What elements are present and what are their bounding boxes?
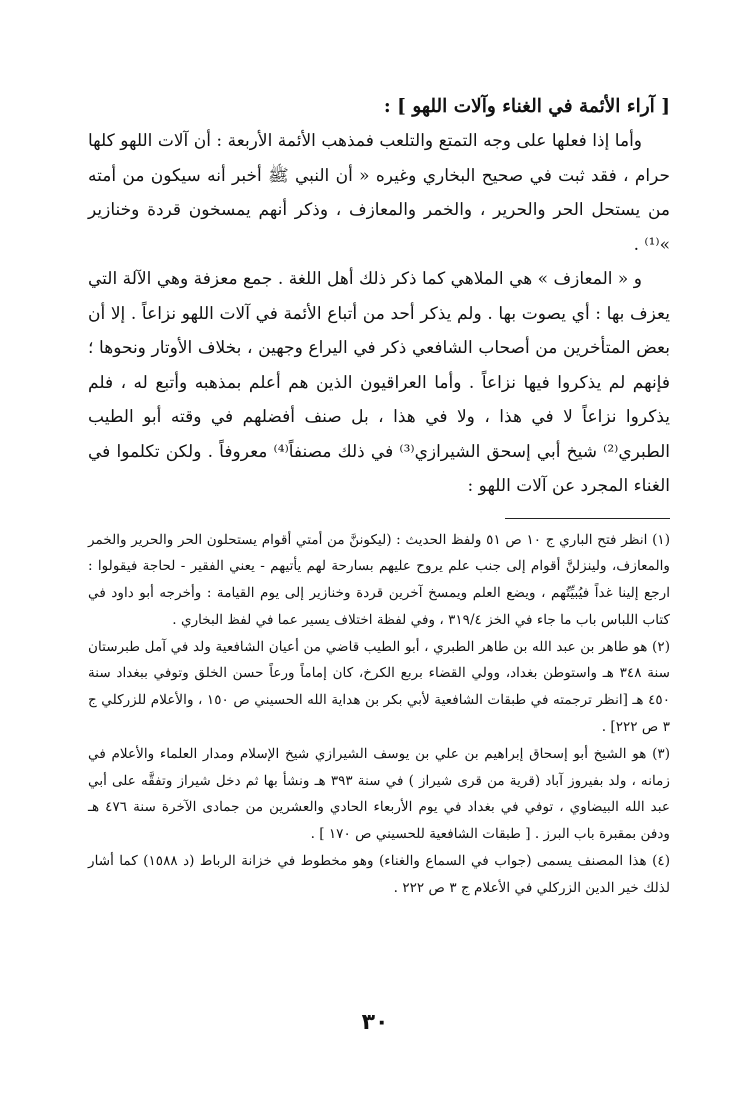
footnote-1: (١) انظر فتح الباري ج ١٠ ص ٥١ ولفظ الحديث : (ليكوننَّ من أمتي أقوام يستحلون الحر والحرير والخمر والمعازف، ولينزلنَّ أقوام إلى جنب علم يروح عليهم بسارحة لهم يأتيهم - يعني الفقير - لحاجة فيقولوا : ارجع إلينا غداً فيُبيِّتُهم ، ويضع العلم ويمسخ آخرين قردة وخنازير إلى يوم القيامة : وأخرجه أبو داود في كتاب اللباس باب ما جاء في الخز ٣١٩/٤ ، وفي لفظة اختلاف يسير عما في لفظ البخاري .	[88, 531, 670, 628]
main-text	[88, 124, 670, 504]
page-number: ٣٠	[361, 1010, 389, 1035]
document-page	[88, 92, 670, 902]
paragraph-2: و « المعازف » هي الملاهي كما ذكر ذلك أهل اللغة . جمع معزفة وهي الآلة التي يعزف بها : أي يصوت بها . ولم يذكر أحد من أتباع الأئمة في آلات اللهو نزاعاً . إلا أن بعض المتأخرين من أصحاب الشافعي ذكر في اليراع وجهين ، بخلاف الأوتار ونحوها ؛ فإنهم لم يذكروا فيها نزاعاً . وأما العراقيون الذين هم أعلم بمذهبه وأتبع له ، فلم يذكروا نزاعاً لا في هذا ، ولا في هذا ، بل صنف أفضلهم في وقته أبو الطيب الطبري⁽²⁾ شيخ أبي إسحق الشيرازي⁽³⁾ في ذلك مصنفاً⁽⁴⁾ معروفاً . ولكن تكلموا في الغناء المجرد عن آلات اللهو :	[88, 269, 670, 496]
paragraph-1: وأما إذا فعلها على وجه التمتع والتلعب فمذهب الأئمة الأربعة : أن آلات اللهو كلها حرام ، فقد ثبت في صحيح البخاري وغيره « أن النبي ﷺ أخبر أنه سيكون من أمته من يستحل الحر والحرير ، والخمر والمعازف ، وذكر أنهم يمسخون قردة وخنازير »⁽¹⁾ .	[88, 131, 670, 255]
footnote-divider	[505, 518, 670, 519]
footnotes	[88, 527, 670, 902]
section-heading: [ آراء الأئمة في الغناء وآلات اللهو ] :	[383, 96, 670, 117]
footnote-4: (٤) هذا المصنف يسمى (جواب في السماع والغناء) وهو مخطوط في خزانة الرباط (د ١٥٨٨) كما أشار لذلك خير الدين الزركلي في الأعلام ج ٣ ص ٢٢٢ .	[88, 853, 670, 896]
footnote-3: (٣) هو الشيخ أبو إسحاق إبراهيم بن علي بن يوسف الشيرازي شيخ الإسلام ومدار العلماء والأعلام في زمانه ، ولد بفيروز آباد (قرية من قرى شيراز ) في سنة ٣٩٣ هـ ونشأ بها ثم دخل شيراز وتفقَّه على أبي عبد الله البيضاوي ، توفي في بغداد في يوم الأربعاء الحادي والعشرين من جمادى الآخرة سنة ٤٧٦ هـ ودفن بمقبرة باب البرز . [ طبقات الشافعية للحسيني ص ١٧٠ ] .	[88, 745, 670, 843]
footnote-2: (٢) هو طاهر بن عبد الله بن طاهر الطبري ، أبو الطيب قاضي من أعيان الشافعية ولد في آمل طبرستان سنة ٣٤٨ هـ واستوطن بغداد، وولي القضاء بربع الكرخ، كان إماماً ورعاً حسن الخلق وتوفي ببغداد سنة ٤٥٠ هـ [انظر ترجمته في طبقات الشافعية لأبي بكر بن هداية الله الحسيني ص ١٥٠ ، والأعلام للزركلي ج ٣ ص ٢٢٢] .	[88, 638, 670, 736]
